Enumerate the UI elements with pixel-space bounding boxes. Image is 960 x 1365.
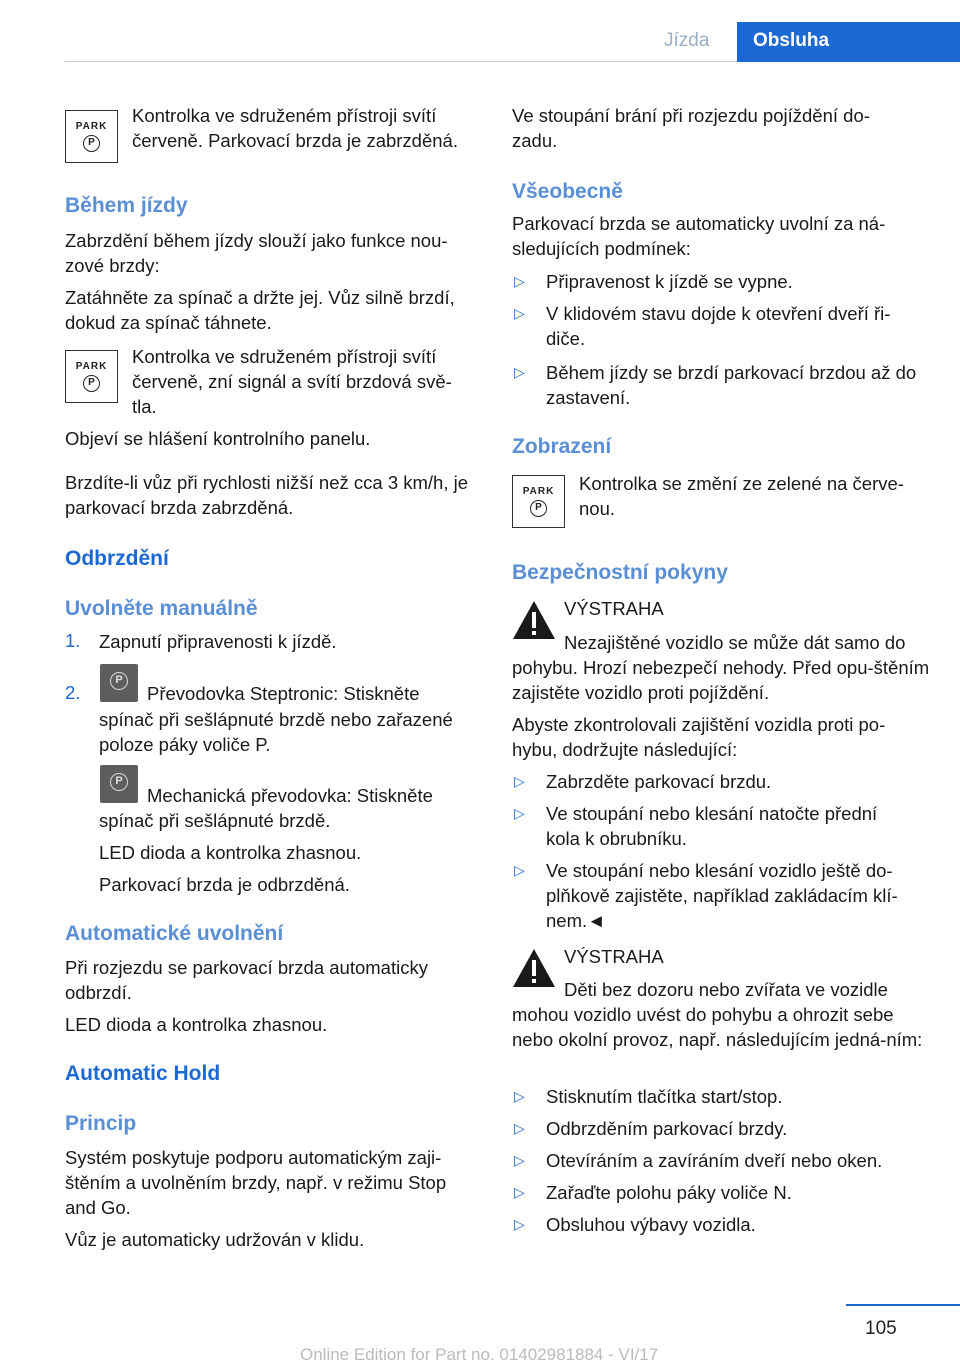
bullet-icon: ▷ [514,364,525,380]
warning-title: VÝSTRAHA [564,598,664,619]
list-item: Během jízdy se brzdí parkovací brzdou až do zastavení. [546,362,917,408]
step-text: spínač při sešlápnuté brzdě nebo zařazené poloze páky voliče P. [99,709,453,755]
paragraph: Systém poskytuje podporu automatickým zaji-štěním a uvolněním brzdy, např. v režimu Stop and Go. [65,1147,447,1218]
list-item: Ve stoupání nebo klesání natočte přední kola k obrubníku. [546,803,878,849]
step-text: Mechanická převodovka: Stiskněte [147,785,433,806]
warning-text: pohybu. Hrozí nebezpečí nehody. Před opu-štěním zajistěte vozidlo proti pojíždění. [512,657,930,703]
paragraph: Zatáhněte za spínač a držte jej. Vůz silně brzdí, dokud za spínač táhnete. [65,287,455,333]
paragraph: Parkovací brzda se automaticky uvolní za ná-sledujících podmínek: [512,213,886,259]
list-item: Zabrzděte parkovací brzdu. [546,771,772,792]
heading-automatic-hold: Automatic Hold [65,1062,221,1085]
bullet-icon: ▷ [514,805,525,821]
list-item: Připravenost k jízdě se vypne. [546,271,793,292]
list-item: Otevíráním a zavíráním dveří nebo oken. [546,1150,883,1171]
bullet-icon: ▷ [514,1184,525,1200]
heading-vseobecne: Všeobecně [512,180,623,203]
list-item: Odbrzděním parkovací brzdy. [546,1118,788,1139]
list-item: Ve stoupání nebo klesání vozidlo ještě do-plňkově zajistěte, například zakládacím klí-nem.◄ [546,860,898,931]
list-item: Stisknutím tlačítka start/stop. [546,1086,783,1107]
paragraph: Objeví se hlášení kontrolního panelu. [65,428,371,449]
paragraph: Ve stoupání brání při rozjezdu pojíždění do-zadu. [512,105,870,151]
bullet-icon: ▷ [514,305,525,321]
step-text: Parkovací brzda je odbrzděná. [99,874,350,895]
paragraph: Při rozjezdu se parkovací brzda automaticky odbrzdí. [65,957,428,1003]
paragraph: Brzdíte-li vůz při rychlosti nižší než cca 3 km/h, je parkovací brzda zabrzděná. [65,472,469,518]
parking-brake-button-icon: P [100,664,138,702]
heading-behem-jizdy: Během jízdy [65,194,188,217]
bullet-icon: ▷ [514,1152,525,1168]
tab-obsluha[interactable]: Obsluha [737,22,960,62]
paragraph: Abyste zkontrolovali zajištění vozidla proti po-hybu, dodržujte následující: [512,714,886,760]
list-item: Zařaďte polohu páky voliče N. [546,1182,792,1203]
park-text: Kontrolka ve sdruženém přístroji svítí červeně, zní signál a svítí brzdová svě-tla. [132,346,452,417]
bullet-icon: ▷ [514,1216,525,1232]
parking-brake-button-icon: P [100,765,138,803]
paragraph: LED dioda a kontrolka zhasnou. [65,1014,328,1035]
list-item: V klidovém stavu dojde k otevření dveří ři-diče. [546,303,891,349]
tab-jizda[interactable]: Jízda [664,30,710,51]
step-number: 1. [65,630,81,651]
step-number: 2. [65,682,81,703]
heading-princip: Princip [65,1112,137,1135]
warning-icon [512,600,556,640]
list-item: Obsluhou výbavy vozidla. [546,1214,756,1235]
bullet-icon: ▷ [514,862,525,878]
intro-text: Kontrolka ve sdruženém přístroji svítí červeně. Parkovací brzda je zabrzděná. [132,105,458,151]
step-text: LED dioda a kontrolka zhasnou. [99,842,362,863]
step-text: Převodovka Steptronic: Stiskněte [147,683,420,704]
warning-title: VÝSTRAHA [564,946,664,967]
park-icon: PARK P [512,475,565,528]
bullet-icon: ▷ [514,1088,525,1104]
park-icon: PARK P [65,110,118,163]
heading-uvolnete-manualne: Uvolněte manuálně [65,597,258,620]
park-icon: PARK P [65,350,118,403]
park-text: Kontrolka se změní ze zelené na červe-nou. [579,473,904,519]
footer-rule [846,1304,960,1306]
heading-zobrazeni: Zobrazení [512,435,612,458]
page-number: 105 [865,1318,897,1339]
step-text: Zapnutí připravenosti k jízdě. [99,631,337,652]
bullet-icon: ▷ [514,773,525,789]
warning-text: mohou vozidlo uvést do pohybu a ohrozit sebe nebo okolní provoz, např. následujícím jedná-ním: [512,1004,923,1050]
warning-icon [512,948,556,988]
paragraph: Zabrzdění během jízdy slouží jako funkce nou-zové brzdy: [65,230,448,276]
paragraph: Vůz je automaticky udržován v klidu. [65,1229,365,1250]
bullet-icon: ▷ [514,273,525,289]
bullet-icon: ▷ [514,1120,525,1136]
warning-text: Nezajištěné vozidlo se může dát samo do [564,632,906,653]
warning-text: Děti bez dozoru nebo zvířata ve vozidle [564,979,888,1000]
heading-odbrzdeni: Odbrzdění [65,547,169,570]
step-text: spínač při sešlápnuté brzdě. [99,810,331,831]
edition-footer: Online Edition for Part no. 01402981884 - VI/17 [300,1345,659,1364]
heading-automaticke-uvolneni: Automatické uvolnění [65,922,284,945]
heading-bezpecnostni-pokyny: Bezpečnostní pokyny [512,561,728,584]
